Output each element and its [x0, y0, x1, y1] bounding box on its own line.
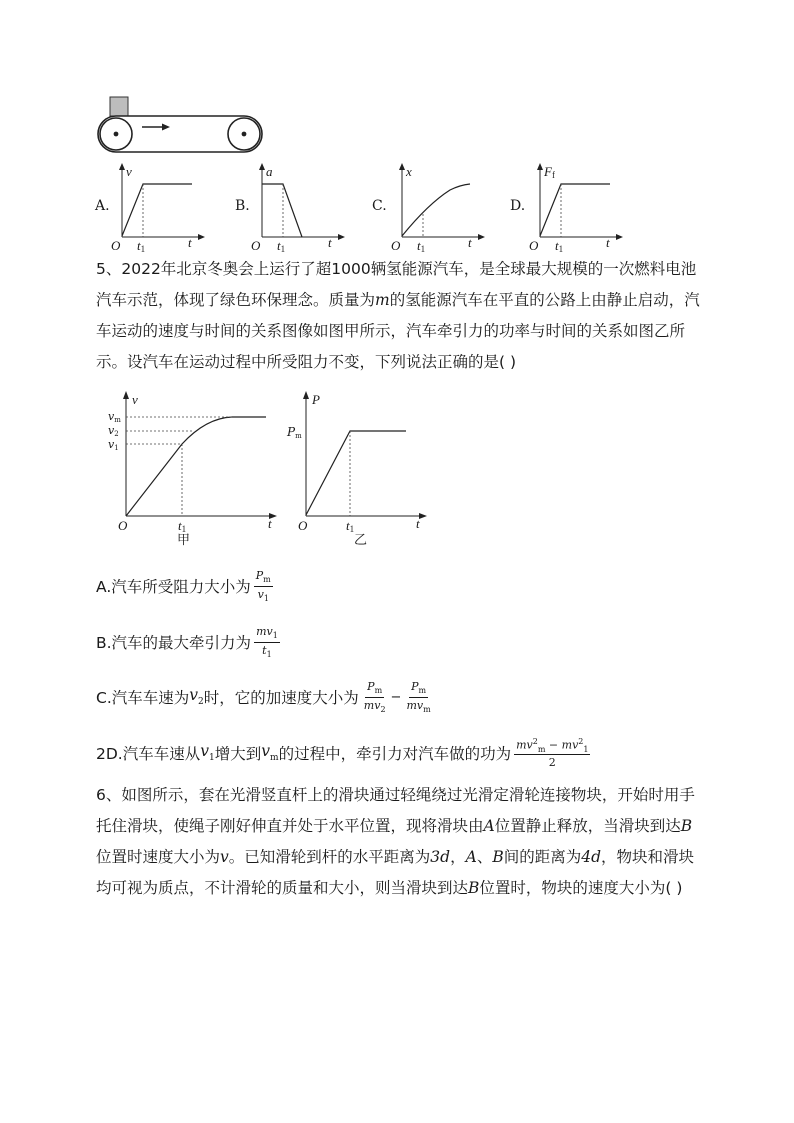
option-b[interactable]: B.汽车的最大牵引力为 $\frac{mv_1}{t_1}$	[96, 625, 278, 659]
svg-text:P: P	[312, 392, 320, 407]
conveyor-belt-diagram	[90, 94, 270, 154]
svg-text:t1: t1	[346, 518, 355, 534]
graph-jia-velocity-time	[104, 388, 284, 548]
svg-text:a: a	[266, 164, 273, 179]
svg-text:v: v	[132, 392, 138, 407]
svg-text:t: t	[416, 516, 420, 531]
svg-text:t: t	[328, 235, 332, 250]
svg-text:t1: t1	[137, 238, 146, 252]
svg-text:t1: t1	[555, 238, 564, 252]
svg-text:t: t	[188, 235, 192, 250]
graph-option-a: A. v O t1 t	[92, 162, 202, 252]
svg-text:甲: 甲	[177, 533, 191, 548]
svg-text:t: t	[468, 235, 472, 250]
option-graphs-row	[92, 162, 632, 252]
svg-text:O: O	[251, 238, 261, 252]
svg-text:O: O	[298, 518, 308, 533]
svg-text:t1: t1	[417, 238, 426, 252]
svg-text:v: v	[126, 164, 132, 179]
svg-text:Pm: Pm	[287, 425, 302, 440]
block-on-belt	[110, 97, 128, 116]
svg-text:O: O	[118, 518, 128, 533]
question-6-stem: 6、如图所示，套在光滑竖直杆上的滑块通过轻绳绕过光滑定滑轮连接物块，开始时用手托住滑块，使绳子刚好伸直并处于水平位置，现将滑块由A位置静止释放，当滑块到达B位置时速度大小为v。已知滑轮到杆的水平距离为3d，A、B间的距离为4d，物块和滑块均可视为质点，不计滑轮的质量和大小，则当滑块到达B位置时，物块的速度大小为( )	[96, 786, 695, 897]
graph-option-b: B. a O t1 t	[232, 162, 342, 252]
option-c[interactable]: C.汽车车速为 $v_2$ 时，它的加速度大小为 $\frac{P_m}{mv_2}$ − $\frac{P_m}{mv_m}$	[96, 680, 431, 714]
svg-text:O: O	[391, 238, 401, 252]
question-5-stem: 5、2022年北京冬奥会上运行了超1000辆氢能源汽车，是全球最大规模的一次燃料电池汽车示范，体现了绿色环保理念。质量为m的氢能源汽车在平直的公路上由静止启动，汽车运动的速度与时间的关系图像如图甲所示，汽车牵引力的功率与时间的关系如图乙所示。设汽车在运动过程中所受阻力不变，下列说法正确的是( )	[96, 260, 700, 371]
svg-text:t1: t1	[277, 238, 286, 252]
svg-text:x: x	[406, 164, 412, 179]
svg-text:t1: t1	[178, 518, 187, 534]
svg-text:O: O	[111, 238, 121, 252]
svg-text:t: t	[268, 516, 272, 531]
svg-text:O: O	[529, 238, 539, 252]
graph-option-c: C. x O t1 t	[372, 162, 482, 252]
graph-option-d: D. Ff O t1 t	[510, 162, 625, 252]
svg-text:vm: vm	[108, 410, 121, 424]
svg-text:乙: 乙	[354, 533, 368, 548]
svg-text:t: t	[606, 235, 610, 250]
svg-text:v1: v1	[108, 438, 119, 452]
option-d[interactable]: 2D.汽车车速从 $v_1$ 增大到 $v_m$ 的过程中，牵引力对汽车做的功为 $\frac{mv^2_m - mv^2_1}{2}$	[96, 736, 589, 770]
option-a[interactable]: A.汽车所受阻力大小为 $\frac{P_m}{v_1}$	[96, 569, 271, 603]
svg-text:Ff: Ff	[544, 164, 555, 180]
graph-yi-power-time	[284, 388, 434, 548]
svg-text:v2: v2	[108, 424, 119, 438]
